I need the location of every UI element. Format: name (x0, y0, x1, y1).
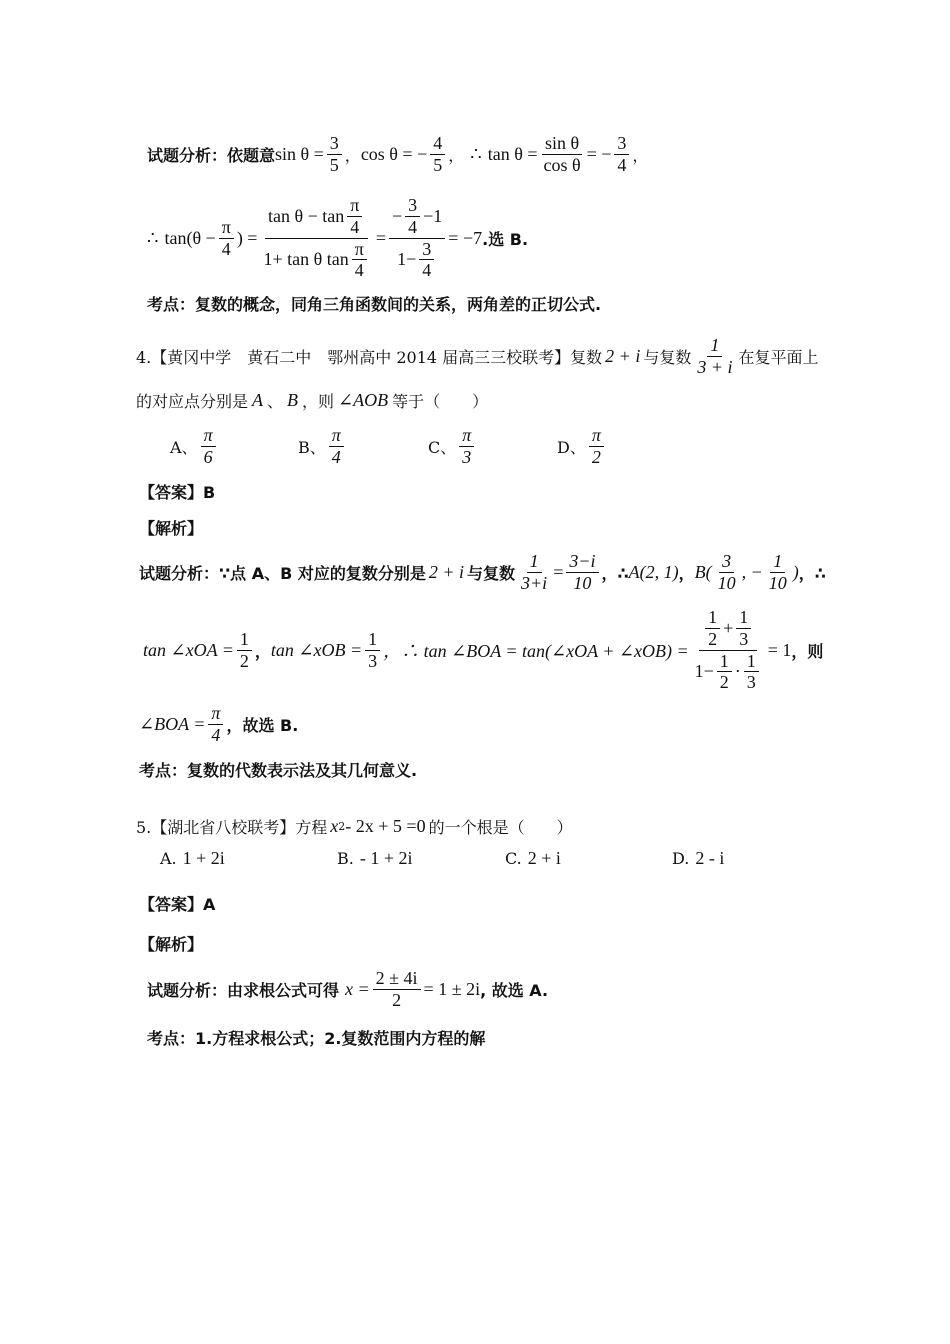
q4-option-b[interactable]: B、 $\frac{\pi}{4}$ (298, 422, 347, 470)
q5-option-c[interactable]: C. 2 + i (505, 847, 561, 868)
therefore-symbol: ∴ (470, 143, 482, 164)
analysis-label: 试题分析：依题意 (147, 145, 276, 165)
sin-expr: sin θ = (275, 143, 324, 164)
q4-analysis-heading: 【解析】 (139, 518, 204, 538)
q4-analysis-line2: tan ∠xOA = $\frac{1}{2}$ ， tan ∠xOB = $\frac{1}{3}$ ，∴ tan ∠BOA = tan(∠xOA + ∠xOB) = $\frac{1}{2}$ + $\frac{1}{3}$ 1− $\frac{1}{2}$ · $\frac{1}{3}$ = 1 ，则 (143, 607, 824, 693)
q5-option-a[interactable]: A. 1 + 2i (160, 847, 225, 868)
q5-analysis-line1: 试题分析：由求根公式可得 x = $\frac{2 \pm 4i}{2}$ = 1 ± 2i , 故选 A. (147, 967, 549, 1010)
q5-answer: 【答案】A (139, 894, 216, 914)
therefore-symbol: ∴ (147, 227, 159, 248)
q4-answer: 【答案】B (139, 482, 216, 502)
tan-expr: tan θ = (487, 143, 538, 164)
fraction: $\frac{3}{4}$ (614, 133, 629, 175)
analysis-line-sin-cos: 试题分析：依题意 sin θ = $\frac{3}{5}$ ， cos θ = − $\frac{4}{5}$ ， ∴ tan θ = $\frac{\text{sin θ}}{\text{cos θ}}$ = − $\frac{3}{4}$ ， (147, 132, 649, 175)
question-5-stem: 5.【湖北省八校联考】方程 x 2 - 2x + 5 =0 的一个根是（ ） (136, 815, 573, 837)
q5-option-b[interactable]: B. - 1 + 2i (337, 847, 413, 868)
numeric-fraction: − $\frac{3}{4}$ −1 1− $\frac{3}{4}$ (389, 195, 445, 281)
q4-analysis-line1: 试题分析：∵点 A、B 对应的复数分别是 2 + i 与复数 $\frac{1}{3+i}$ = $\frac{3-i}{10}$ ，∴ A(2, 1) ， B( $\frac{3}{10}$ , − $\frac{1}{10}$ ) ，∴ (139, 550, 826, 593)
fraction: $\frac{1}{3 + i}$ (697, 334, 733, 377)
q5-option-d[interactable]: D. 2 - i (672, 847, 725, 868)
q4-option-c[interactable]: C、 $\frac{\pi}{3}$ (428, 422, 477, 470)
kaodian-4: 考点：复数的代数表示法及其几何意义. (139, 760, 418, 780)
fraction: $\frac{\text{sin θ}}{\text{cos θ}}$ (543, 132, 581, 175)
q4-option-a[interactable]: A、 $\frac{\pi}{6}$ (170, 422, 219, 470)
q4-analysis-line3: ∠BOA = $\frac{\pi}{4}$ ，故选 B. (139, 702, 299, 745)
q4-option-d[interactable]: D、 $\frac{\pi}{2}$ (557, 422, 607, 470)
fraction: $\frac{4}{5}$ (430, 133, 445, 175)
tan-difference-fraction: tan θ − tan $\frac{\pi}{4}$ 1+ tan θ tan $\frac{\pi}{4}$ (260, 195, 372, 281)
analysis-line-tan-diff: ∴ tan(θ − $\frac{\pi}{4}$ ) = tan θ − tan $\frac{\pi}{4}$ 1+ tan θ tan $\frac{\pi}{4}$ = − $\frac{3}{4}$ −1 1− $\frac{3}{4}$ = −7 .选 B. (147, 195, 529, 281)
fraction: $\frac{3}{5}$ (327, 133, 342, 175)
question-4-stem-line2: 的对应点分别是 A 、 B ，则 ∠AOB 等于（ ） (136, 389, 489, 411)
kaodian-1: 考点：复数的概念，同角三角函数间的关系，两角差的正切公式. (147, 294, 602, 314)
tan-sum-fraction: $\frac{1}{2}$ + $\frac{1}{3}$ 1− $\frac{1}{2}$ · $\frac{1}{3}$ (692, 607, 765, 693)
kaodian-5: 考点：1.方程求根公式；2.复数范围内方程的解 (147, 1028, 486, 1048)
q5-analysis-heading: 【解析】 (139, 934, 204, 954)
cos-expr: cos θ = − (360, 143, 428, 164)
question-4-stem: 4.【黄冈中学 黄石二中 鄂州高中 2014 届高三三校联考】复数 2 + i 与复数 $\frac{1}{3 + i}$ 在复平面上 (136, 334, 819, 377)
fraction: $\frac{\pi}{4}$ (219, 217, 234, 259)
